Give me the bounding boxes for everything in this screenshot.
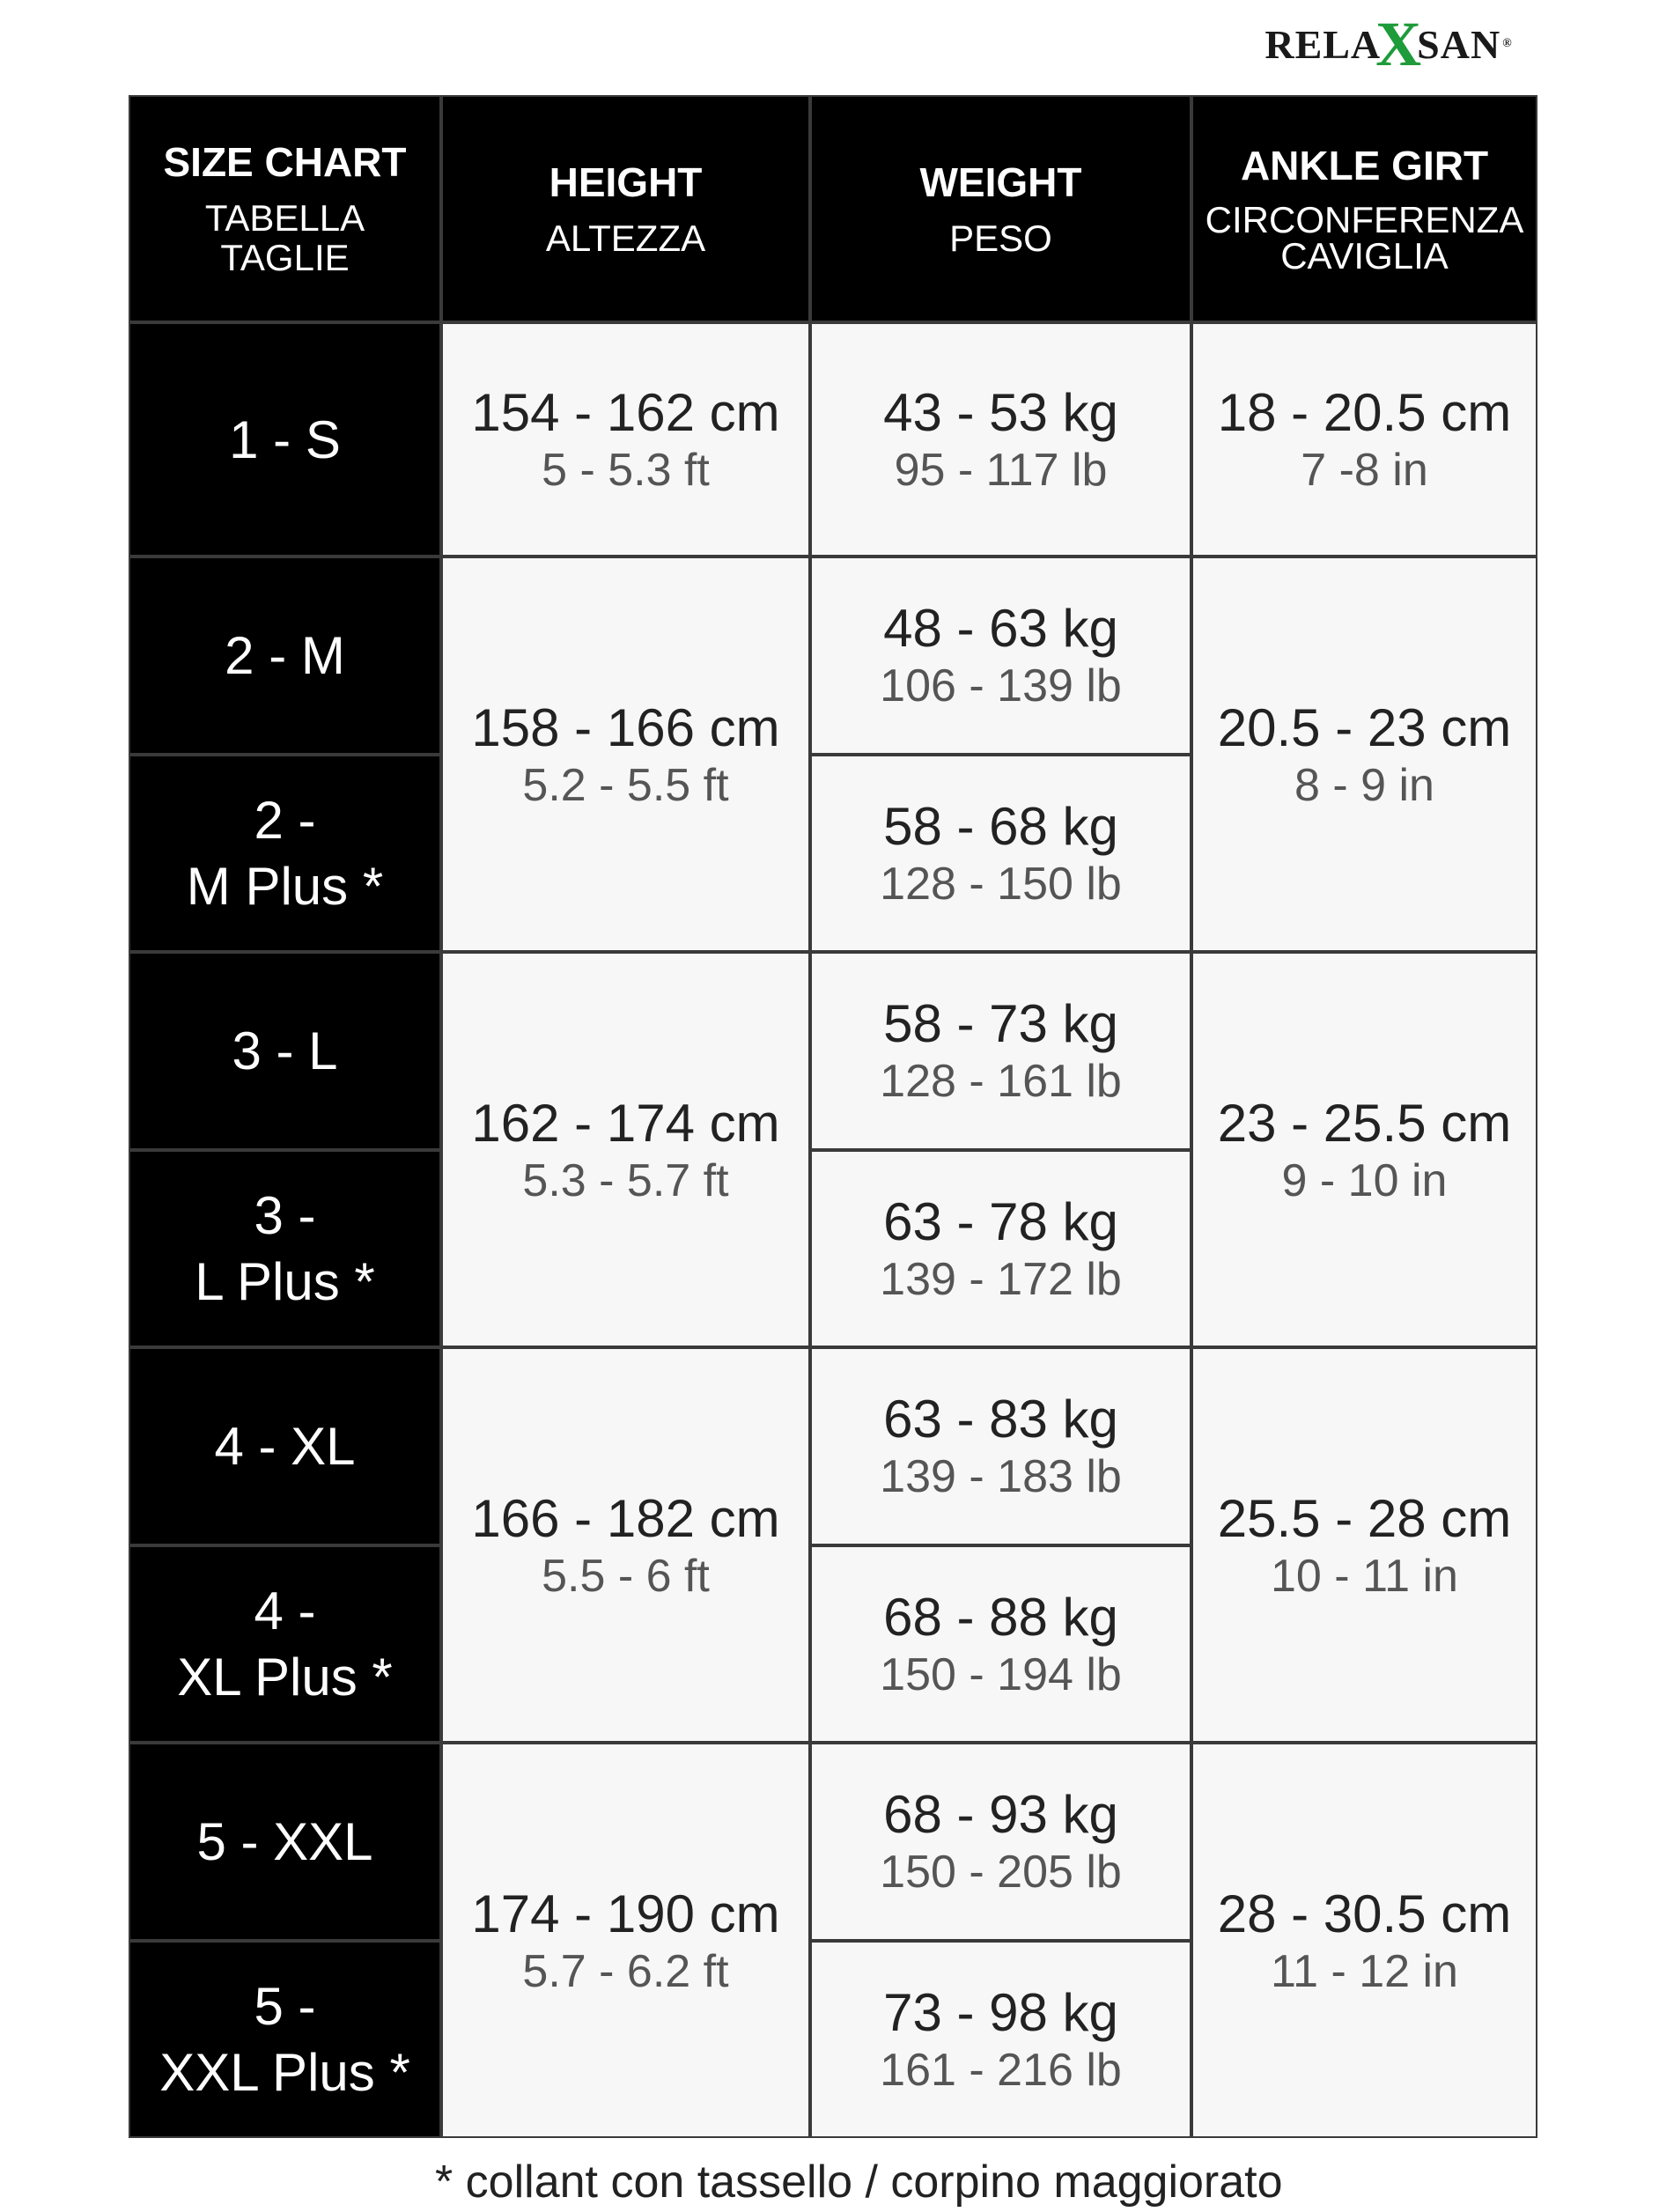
weight-cell [812, 1152, 1190, 1346]
height-cell [443, 1744, 808, 2136]
size-label: 2 - [254, 790, 316, 850]
height-cell [443, 954, 808, 1346]
logo-text-right: SAN [1417, 21, 1501, 67]
weight-imperial: 128 - 150 lb [880, 858, 1122, 910]
weight-cell [812, 558, 1190, 753]
header-height-title: HEIGHT [549, 159, 703, 205]
size-cell [130, 1152, 439, 1346]
ankle-metric: 20.5 - 23 cm [1217, 697, 1512, 757]
size-cell [130, 1744, 439, 1939]
weight-metric: 68 - 88 kg [883, 1587, 1118, 1647]
weight-cell [812, 1744, 1190, 1939]
relaxsan-logo [1243, 9, 1534, 79]
size-label-plus: L Plus * [195, 1251, 375, 1311]
logo-registered-mark: ® [1502, 37, 1513, 50]
size-label: 5 - [254, 1976, 316, 2036]
height-imperial: 5.3 - 5.7 ft [522, 1154, 729, 1206]
ankle-imperial: 7 -8 in [1301, 445, 1428, 497]
weight-metric: 68 - 93 kg [883, 1785, 1118, 1845]
ankle-imperial: 8 - 9 in [1294, 759, 1434, 811]
height-imperial: 5.2 - 5.5 ft [522, 759, 729, 811]
header-ankle-girt [1193, 97, 1536, 321]
size-cell [130, 324, 439, 555]
weight-cell [812, 1349, 1190, 1544]
size-label: 4 - XL [214, 1416, 356, 1476]
weight-imperial: 161 - 216 lb [880, 2044, 1122, 2096]
ankle-metric: 18 - 20.5 cm [1217, 383, 1512, 443]
weight-cell [812, 1547, 1190, 1742]
height-cell [443, 558, 808, 950]
weight-metric: 48 - 63 kg [883, 599, 1118, 659]
height-metric: 166 - 182 cm [471, 1488, 780, 1548]
height-imperial: 5.7 - 6.2 ft [522, 1945, 729, 1997]
header-weight-title: WEIGHT [919, 159, 1082, 205]
height-metric: 162 - 174 cm [471, 1093, 780, 1153]
ankle-imperial: 11 - 12 in [1271, 1945, 1458, 1997]
footnote: * collant con tassello / corpino maggiorato [435, 2157, 1283, 2208]
height-metric: 154 - 162 cm [471, 383, 780, 443]
ankle-cell [1193, 1349, 1536, 1741]
size-cell [130, 756, 439, 951]
size-cell [130, 1547, 439, 1742]
size-cell [130, 954, 439, 1148]
size-label-plus: XL Plus * [177, 1647, 393, 1707]
size-label: 3 - L [232, 1021, 338, 1080]
size-label-plus: XXL Plus * [159, 2042, 410, 2102]
ankle-imperial: 10 - 11 in [1271, 1550, 1458, 1602]
height-imperial: 5.5 - 6 ft [542, 1550, 710, 1602]
header-weight-subtitle: PESO [949, 217, 1052, 259]
weight-metric: 58 - 73 kg [883, 994, 1118, 1054]
weight-cell [812, 954, 1190, 1148]
header-height [443, 97, 808, 321]
weight-metric: 63 - 78 kg [883, 1191, 1118, 1251]
ankle-cell [1193, 1744, 1536, 2136]
ankle-cell [1193, 558, 1536, 950]
size-cell [130, 1943, 439, 2137]
size-label: 1 - S [229, 409, 341, 469]
size-label: 4 - [254, 1581, 316, 1641]
size-chart-table [129, 95, 1537, 2138]
weight-metric: 43 - 53 kg [883, 383, 1118, 443]
header-height-subtitle: ALTEZZA [545, 217, 706, 259]
weight-imperial: 139 - 172 lb [880, 1253, 1122, 1305]
height-metric: 158 - 166 cm [471, 697, 780, 757]
ankle-imperial: 9 - 10 in [1281, 1154, 1448, 1206]
size-label: 5 - XXL [196, 1811, 373, 1871]
weight-imperial: 106 - 139 lb [880, 660, 1122, 712]
header-size-chart-title: SIZE CHART [163, 139, 407, 186]
ankle-metric: 28 - 30.5 cm [1217, 1884, 1512, 1943]
ankle-cell [1193, 324, 1536, 555]
size-label: 2 - M [225, 625, 345, 685]
height-metric: 174 - 190 cm [471, 1884, 780, 1943]
header-size-chart [130, 97, 439, 321]
height-cell [443, 324, 808, 555]
weight-imperial: 139 - 183 lb [880, 1451, 1122, 1503]
size-cell [130, 558, 439, 753]
weight-imperial: 95 - 117 lb [894, 445, 1108, 497]
weight-imperial: 150 - 194 lb [880, 1648, 1122, 1700]
header-ankle-girt-title: ANKLE GIRT [1240, 143, 1489, 189]
size-label-plus: M Plus * [186, 856, 384, 916]
ankle-metric: 25.5 - 28 cm [1217, 1488, 1512, 1548]
header-size-chart-subtitle: TABELLA TAGLIE [204, 197, 365, 279]
logo-text-left: RELA [1265, 21, 1382, 67]
weight-metric: 73 - 98 kg [883, 1982, 1118, 2042]
logo-x-mark: X [1375, 9, 1423, 79]
ankle-cell [1193, 954, 1536, 1346]
weight-metric: 58 - 68 kg [883, 796, 1118, 856]
weight-cell [812, 1943, 1190, 2137]
weight-imperial: 128 - 161 lb [880, 1056, 1122, 1108]
weight-cell [812, 756, 1190, 951]
size-label: 3 - [254, 1185, 316, 1245]
height-imperial: 5 - 5.3 ft [542, 445, 710, 497]
ankle-metric: 23 - 25.5 cm [1217, 1093, 1512, 1153]
header-weight [812, 97, 1190, 321]
weight-metric: 63 - 83 kg [883, 1390, 1118, 1449]
header-ankle-girt-subtitle: CIRCONFERENZA CAVIGLIA [1205, 199, 1524, 277]
weight-cell [812, 324, 1190, 555]
size-cell [130, 1349, 439, 1544]
weight-imperial: 150 - 205 lb [880, 1847, 1122, 1899]
height-cell [443, 1349, 808, 1741]
